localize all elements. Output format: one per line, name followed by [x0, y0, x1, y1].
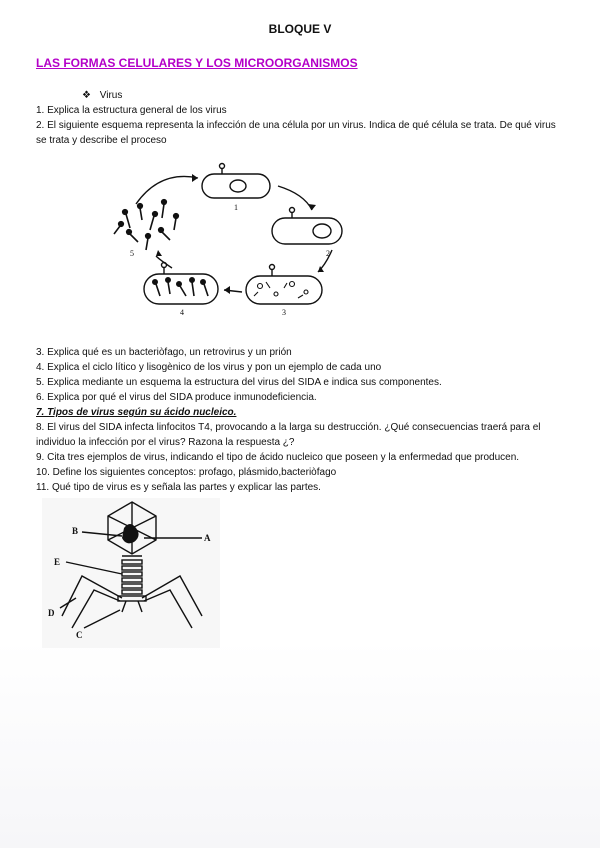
stage-label-2: 2	[326, 249, 330, 258]
diamond-bullet-icon: ❖	[82, 90, 91, 101]
question-10: 10. Define los siguientes conceptos: profago, plásmido,bacteriòfago	[36, 467, 337, 478]
question-5: 5. Explica mediante un esquema la estructura del virus del SIDA e indica sus componentes.	[36, 377, 442, 388]
phage-label-a: A	[204, 533, 211, 543]
stage-label-5: 5	[130, 249, 134, 258]
stage-label-3: 3	[282, 308, 286, 317]
question-1: 1. Explica la estructura general de los virus	[36, 105, 227, 116]
cell-stage-1	[202, 174, 270, 198]
phage-label-b: B	[72, 526, 79, 536]
stage-label-1: 1	[234, 203, 238, 212]
phage-label-d: D	[48, 608, 55, 618]
bullet-virus	[82, 90, 122, 101]
question-6: 6. Explica por qué el virus del SIDA produce inmunodeficiencia.	[36, 392, 317, 403]
question-11: 11. Qué tipo de virus es y señala las partes y explicar las partes.	[36, 482, 321, 493]
section-subtitle: LAS FORMAS CELULARES Y LOS MICROORGANISMOS	[36, 56, 358, 70]
question-2: 2. El siguiente esquema representa la infección de una célula por un virus. Indica de qué célula se trata. De qué virus se trata y describe el proceso	[36, 120, 556, 146]
question-7: 7. Tipos de virus según su ácido nucleico.	[36, 407, 237, 418]
infection-cycle-diagram	[100, 160, 360, 320]
question-8: 8. El virus del SIDA infecta linfocitos T4, provocando a la larga su destrucción. ¿Qué consecuencias traerá para el individuo la infección por el virus? Razona la respuesta ¿?	[36, 422, 541, 448]
question-4: 4. Explica el ciclo lítico y lisogènico de los virus y pon un ejemplo de cada uno	[36, 362, 382, 373]
phage-label-e: E	[54, 557, 61, 567]
bacteriophage-diagram	[42, 498, 220, 648]
page-title: BLOQUE V	[268, 22, 332, 36]
phage-label-c: C	[76, 630, 83, 640]
question-9: 9. Cita tres ejemplos de virus, indicando el tipo de ácido nucleico que poseen y la enfermedad que producen.	[36, 452, 520, 463]
stage-label-4: 4	[180, 308, 184, 317]
cell-stage-3	[246, 276, 322, 304]
page-bottom-shade	[0, 640, 600, 848]
bullet-label: Virus	[99, 90, 123, 101]
question-3: 3. Explica qué es un bacteriòfago, un retrovirus y un prión	[36, 347, 292, 358]
